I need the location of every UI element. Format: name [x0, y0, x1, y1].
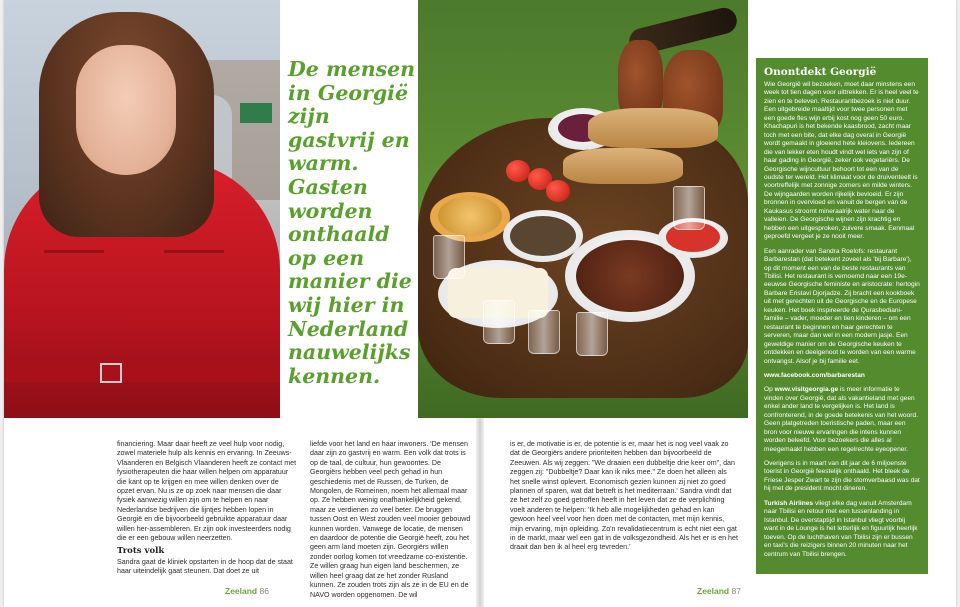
tomato: [546, 180, 570, 202]
sidebar-paragraph: Een aanrader van Sandra Roelofs: restaurant Barbarestan (dat betekent zoveel als 'bij Barbare'), op dit moment een van de beste restaurants van Tbilisi. Het restaurant is vernoemd naar een 19e-eeuwse Georgische feministe en aristocrate: hertogin Barbare Eristavi Djorjadze. Zij bracht een kookboek uit met gerechten uit de Georgische en de Europese keuken. Het boek inspireerde de Qurasbediani-familie – vader, moeder en tien kinderen – om een restaurant te beginnen en haar gerechten te serveren, maar dan wel in een modern jasje. Een geweldige manier om de Georgische keuken te ontdekken en deelgenoot te worden van een warme ontvangst. Alsof je bij familie eet.: [764, 247, 920, 365]
text: is meer informatie te vinden over Georgië, dat als vakantieland met geen enkel ander land te vergelijken is. Het land is confronterend, in de goede betekenis van het woord. Geen platgetreden toeristische paden, maar een bron voor nieuwe ervaringen die intens kunnen worden beleefd. Voor bezoekers die alles al meegemaakt hebben een regelrechte eyeopener.: [764, 386, 918, 453]
sidebar-title: Onontdekt Georgië: [764, 66, 877, 78]
sidebar-paragraph: [764, 386, 920, 454]
folio-brand: Zeeland: [225, 586, 258, 596]
paragraph: is er, de motivatie is er, de potentie is er, maar het is nog veel vaak zo dat de Georgiërs andere prioriteiten hebben dan bijvoorbeeld de Zeeuwen. Als wij zeggen: "We draaien een dubbeltje drie keer om", dan zeggen zij: "Dubbeltje? Daar kan ik niks mee." Ze doen het alleen als het snelle winst oplevert. Economisch gezien kunnen zij niet zo goed plannen of sparen, wat dat betreft is het mediterraan.' Sandra vindt dat ze het zelf zo goed getroffen heeft in het leven dat ze de verplichting voelt anderen te helpen: 'Ik heb alle mogelijkheden gehad en kan gewoon heel veel voor hen doen met de contacten, met mijn kennis, mijn ervaring, mijn opleiding. Zo'n revalidatiecentrum is echt niet een gat in de markt, maar wel een gat in de volksgezondheid. Als het er is en het draait dan ben ik al heel erg tevreden.': [510, 440, 738, 552]
paragraph: liefde voor het land en haar inwoners. 'De mensen daar zijn zo gastvrij en warm. Een volk dat trots is op de taal, de cultuur, hun gewoontes. De Georgiërs hebben veel pech gehad in hun geschiedenis met de Russen, de Turken, de Mongolen, de Romeinen, noem het allemaal maar op. Ze hebben weinig onafhankelijkheid gekend, maar ze verdienen zo veel beter. De bruggen tussen Oost en West zouden veel mooier gebouwd kunnen worden. Vanwege de locatie, de mensen en daardoor de potentie die Georgië heeft, zou het geen arm land moeten zijn. Georgiërs willen zonder oorlog komen tot vreedzame co-existentie. Ze willen graag hun eigen land beschermen, ze willen heel graag dat ze het zonder Rusland kunnen. Ze zouden trots zijn als ze in de EU en de NAVO worden opgenomen. De wil: [310, 440, 471, 599]
pull-quote: De mensen in Georgië zijn gastvrij en warm. Gasten worden onthaald op een manier die wij hier in Nederland nauwelijks kennen.: [288, 57, 416, 388]
text: Op: [764, 386, 775, 394]
portrait-photo: [4, 0, 280, 418]
subheading: Trots volk: [117, 546, 165, 557]
face: [76, 45, 176, 175]
body-column-3: [510, 440, 738, 557]
folio-brand: Zeeland: [697, 586, 730, 596]
glass: [483, 300, 515, 344]
bread: [588, 108, 718, 148]
page-number: 87: [731, 586, 741, 596]
glass: [673, 186, 705, 230]
airline-name: Turkish Airlines: [764, 499, 814, 507]
body-column-1: [117, 440, 297, 581]
belt-buckle: [100, 363, 122, 383]
coat-pocket-right: [164, 250, 224, 293]
road-sign: [240, 103, 272, 123]
page-number: 86: [259, 586, 269, 596]
bread-loaf: [563, 148, 683, 184]
mushrooms: [510, 216, 576, 256]
glass: [528, 310, 560, 354]
glass: [576, 312, 608, 356]
sidebar-paragraph: [764, 500, 920, 559]
text: vliegt elke dag vanuit Amsterdam naar Tbilisi en retour met een tussenlanding in Istanbul. De overstaptijd in Istanbul vliegt voorbij want in de Lounge is het letterlijk en figuurlijk heerlijk toeven. Op de luchthaven van Tbilisi zijn er bussen en taxi's die reizigers binnen 20 minuten naar het centrum van Tbilisi brengen.: [764, 499, 918, 558]
sidebar-paragraph: Wie Georgië wil bezoeken, moet daar minstens een week tot tien dagen voor uittrekken. Er is heel veel te zien en te beleven. Restaurantbezoek is niet duur. Een uitgebreide maaltijd voor twee personen met een goede fles wijn erbij kost nog geen 50 euro. Khachapuri is het bekende kaasbrood, zacht maar toch met een bite, dat elke dag overal in Georgië wordt gemaakt in gloeiend hete kleiovens. Iedereen die van lekker eten houdt vindt wel iets van zijn of haar gading in Georgië, zeker ook vegetariërs. De Georgische wijncultuur behoort tot een van de oudste ter wereld. Het klimaat voor de druiventeelt is voortreffelijk met zonnige zomers en milde winters. De wijngaarden worden rijkelijk bevloeid. Er zijn bronnen in overvloed en vanuit de bergen van de Kaukasus stroomt mineraalrijk water naar de valleien. De Georgische wijnen zijn krachtig en hebben een uitgesproken, zuivere smaak. Eenmaal geproefd vergeet je ze nooit meer.: [764, 81, 919, 241]
paragraph: financiering. Maar daar heeft ze veel hulp voor nodig, zowel materiele hulp als kennis en ervaring. In Zeeuws-Vlaanderen en Belgisch Vlaanderen heeft ze contact met fysiotherapeuten die haar willen helpen om apparatuur die kant op te krijgen en mee willen denken over de opzet ervan. Nu is ze op zoek naar mensen die daar fysiek aanwezig willen zijn om te helpen en naar Nederlandse bedrijven die lijntjes hebben lopen in Georgië en die bijvoorbeeld gebruikte apparatuur daar willen her-assembleren. Er zijn ook investeerders nodig die er een gebouw willen neerzetten.: [117, 440, 297, 543]
coat-belt: [4, 360, 280, 382]
folio-right: [697, 586, 741, 596]
paragraph: Sandra gaat de kliniek opstarten in de hoop dat de staat haar uiteindelijk gaat steunen. Dat doet ze uit: [117, 557, 293, 576]
glass: [433, 235, 465, 279]
khachapuri: [438, 196, 502, 236]
coat-pocket-left: [44, 250, 104, 293]
sidebar-paragraph: Overigens is in maart van dit jaar de 6 miljoenste toerist in Georgië feestelijk onthaald. Het bleek de Friese Jesper Zwart te zijn die stomverbaasd was dat hij met de president mocht dineren.: [764, 460, 920, 493]
folio-left: [225, 586, 269, 596]
body-column-2: [310, 440, 472, 604]
info-sidebar: [756, 58, 928, 574]
facebook-link[interactable]: www.facebook.com/barbarestan: [764, 371, 865, 379]
tomato: [506, 160, 530, 182]
visitgeorgia-link[interactable]: www.visitgeorgia.ge: [774, 386, 839, 394]
food-photo: [418, 0, 748, 418]
